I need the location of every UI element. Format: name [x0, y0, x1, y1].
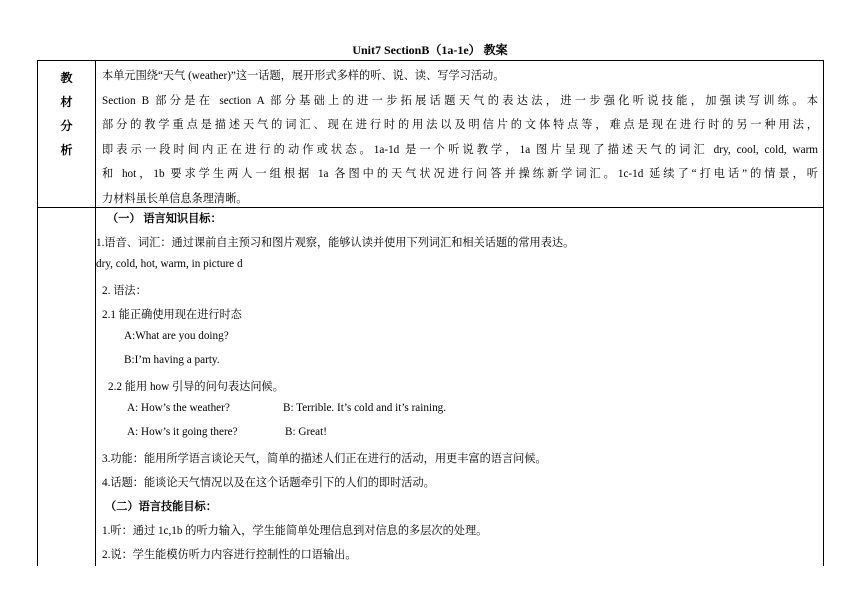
example-answer: B:I’m having a party. — [124, 354, 220, 366]
analysis-line: 本单元围绕“天气 (weather)”这一话题，展开形式多样的听、说、读、写学习活动。 — [102, 70, 505, 82]
analysis-line: 力材料虽长单信息条理清晰。 — [102, 192, 248, 205]
objective-heading-skills: （二）语言技能目标： — [105, 501, 217, 513]
page-title: Unit7 SectionB（1a-1e） 教案 — [352, 43, 508, 57]
objective-item-grammar: 2. 语法： — [102, 285, 147, 297]
analysis-line: 部分的教学重点是描述天气的词汇、现在进行时的用法以及明信片的文体特点等，难点是现在进行时的另一种用法， — [102, 119, 818, 131]
objective-item-vocab: 1.语音、词汇：通过课前自主预习和图片观察，能够认读并使用下列词汇和相关话题的常用表达。 — [96, 237, 575, 249]
example-question: A:What are you doing? — [124, 330, 229, 342]
objective-item-topic: 4.话题：能谈论天气情况以及在这个话题牵引下的人们的即时活动。 — [102, 477, 435, 489]
analysis-paragraph — [102, 64, 818, 211]
label-char: 析 — [60, 143, 73, 157]
dialogue-1-question: A: How’s the weather? — [127, 402, 230, 414]
dialogue-2-question: A: How’s it going there? — [127, 426, 238, 438]
objective-words: dry, cold, hot, warm, in picture d — [96, 258, 243, 270]
label-char: 分 — [60, 119, 73, 133]
row-label-textbook-analysis — [38, 66, 95, 162]
dialogue-2-answer: B: Great! — [285, 426, 327, 438]
analysis-line: Section B 部分是在 section A 部分基础上的进一步拓展话题天气的表达法，进一步强化听说技能，加强读写训练。本 — [102, 94, 818, 107]
skill-listening: 1.听：通过 1c,1b 的听力输入，学生能简单处理信息到对信息的多层次的处理。 — [102, 525, 488, 537]
label-char: 教 — [60, 71, 73, 85]
objective-item-tense: 2.1 能正确使用现在进行时态 — [102, 309, 242, 321]
column-divider — [95, 61, 96, 566]
lesson-plan-table — [37, 60, 824, 566]
objective-heading-knowledge: （一） 语言知识目标： — [107, 213, 222, 225]
analysis-line: 和 hot，1b 要求学生两人一组根据 1a 各图中的天气状况进行问答并操练新学词汇。1c-1d 延续了“打电话”的情景，听 — [102, 168, 818, 180]
analysis-line: 即表示一段时间内正在进行的动作或状态。1a-1d 是一个听说教学，1a 图片呈现了描述天气的词汇 dry, cool, cold, warm — [102, 143, 818, 156]
dialogue-1-answer: B: Terrible. It’s cold and it’s raining. — [283, 402, 447, 414]
skill-speaking: 2.说：学生能模仿听力内容进行控制性的口语输出。 — [102, 549, 357, 561]
label-char: 材 — [60, 95, 73, 109]
objective-item-function: 3.功能：能用所学语言谈论天气，简单的描述人们正在进行的活动，用更丰富的语言问候。 — [102, 453, 547, 465]
objective-item-greeting: 2.2 能用 how 引导的问句表达问候。 — [108, 381, 284, 393]
